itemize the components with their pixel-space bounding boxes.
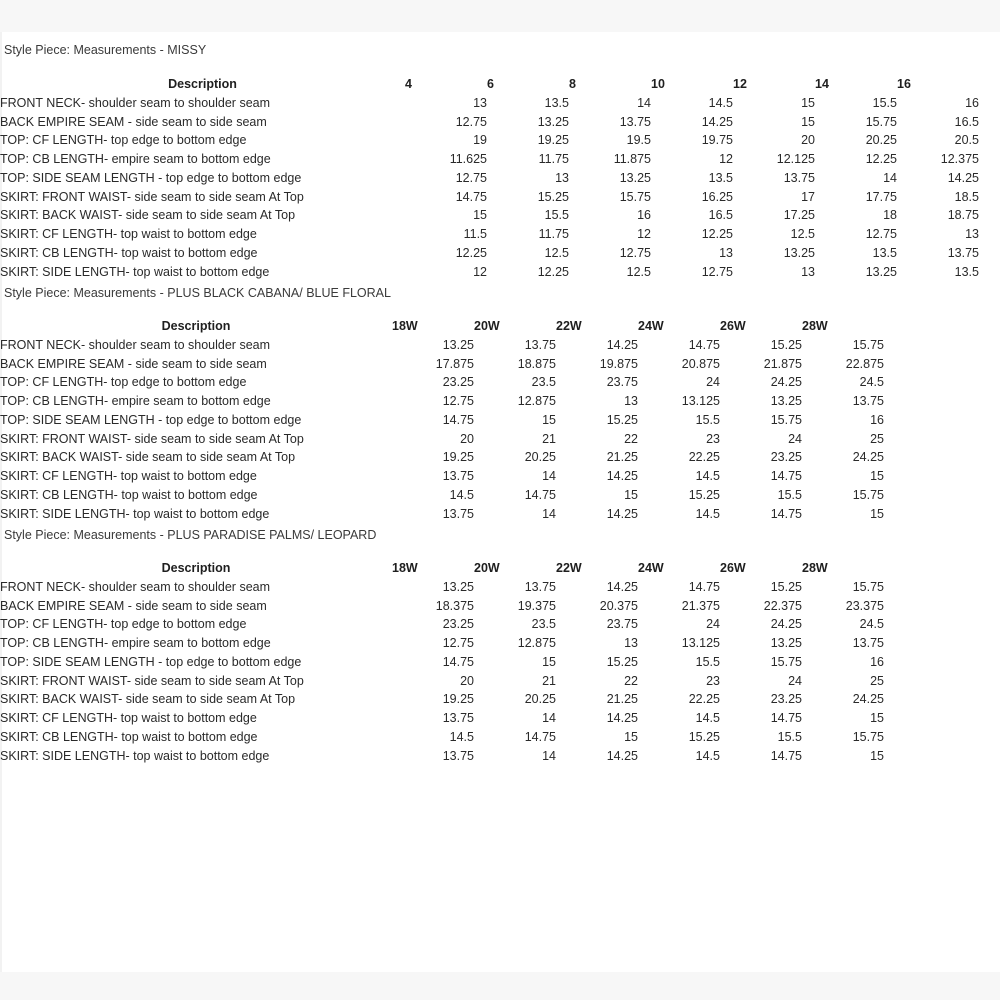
measurement-value: 14.5 [449, 729, 474, 744]
measurement-value: 23.25 [442, 617, 474, 632]
measurement-value: 14.5 [708, 95, 733, 110]
measurement-value: 13.75 [442, 711, 474, 725]
measurement-value: 14 [542, 506, 556, 521]
measurement-value: 18.5 [954, 189, 979, 204]
measurement-value: 13.75 [442, 469, 474, 483]
measurement-value: 15 [870, 748, 884, 763]
measurement-value: 23 [706, 673, 720, 688]
measurement-value: 18.75 [947, 208, 979, 223]
size-column-header: 16 [897, 77, 911, 91]
table-row [0, 653, 884, 672]
size-column-header: 20W [474, 319, 500, 333]
measurement-value: 12.75 [442, 394, 474, 408]
measurement-value: 19.25 [442, 450, 474, 465]
measurement-value: 13.75 [852, 636, 884, 650]
size-column-header: 24W [638, 319, 664, 333]
measurement-value: 21.25 [606, 692, 638, 707]
table-row [0, 373, 884, 392]
measurement-description: SKIRT: CF LENGTH- top waist to bottom edge [0, 227, 257, 241]
table-row [0, 672, 884, 691]
measurement-value: 16 [870, 654, 884, 669]
measurement-value: 12.875 [517, 636, 556, 650]
measurement-value: 23.25 [770, 692, 802, 707]
measurement-value: 16 [870, 412, 884, 427]
measurement-value: 12.75 [865, 227, 897, 241]
measurement-value: 22 [624, 431, 638, 446]
measurement-value: 19.375 [517, 598, 556, 613]
table-row [0, 747, 884, 766]
measurement-value: 21.25 [606, 450, 638, 465]
measurement-value: 13.75 [442, 506, 474, 521]
measurement-value: 15.5 [777, 729, 802, 744]
size-column-header: 12 [733, 77, 747, 91]
measurement-value: 13 [624, 636, 638, 650]
measurement-value: 12.5 [790, 227, 815, 241]
measurement-value: 24.25 [770, 617, 802, 632]
measurement-value: 23.75 [606, 375, 638, 390]
size-column-header: 22W [556, 561, 582, 575]
measurement-value: 20.25 [865, 133, 897, 148]
measurement-value: 24 [788, 673, 802, 688]
measurement-value: 12.25 [701, 227, 733, 241]
section-title: Style Piece: Measurements - MISSY [4, 43, 207, 57]
measurement-description: SKIRT: CB LENGTH- top waist to bottom edge [0, 729, 258, 744]
measurement-value: 12 [473, 264, 487, 279]
measurement-value: 20.25 [524, 450, 556, 465]
measurement-table [0, 75, 979, 281]
measurement-value: 12.5 [626, 264, 651, 279]
measurement-value: 14.75 [770, 506, 802, 521]
measurement-value: 15.75 [852, 729, 884, 744]
table-header-row [0, 559, 884, 578]
size-column-header: 6 [487, 77, 494, 91]
measurement-value: 13.25 [865, 264, 897, 279]
measurement-value: 15.75 [852, 337, 884, 352]
size-column-header: 22W [556, 319, 582, 333]
measurement-value: 22.25 [688, 450, 720, 465]
measurement-value: 11.5 [463, 227, 487, 241]
measurement-value: 11.625 [449, 152, 487, 166]
measurement-value: 13.25 [619, 170, 651, 185]
measurement-description: TOP: CF LENGTH- top edge to bottom edge [0, 617, 247, 632]
measurement-value: 11.875 [613, 152, 651, 166]
top-margin-band [0, 0, 1000, 32]
measurement-value: 20.25 [524, 692, 556, 707]
measurement-description: TOP: CB LENGTH- empire seam to bottom edge [0, 152, 271, 166]
measurement-value: 23.75 [606, 617, 638, 632]
measurement-value: 18.875 [517, 356, 556, 371]
table-row [0, 448, 884, 467]
measurement-value: 22.875 [845, 356, 884, 371]
table-header-row [0, 317, 884, 336]
measurement-value: 14.75 [688, 337, 720, 352]
measurement-value: 15 [870, 711, 884, 725]
measurement-value: 14.25 [701, 114, 733, 129]
measurement-value: 15.75 [770, 654, 802, 669]
measurement-value: 12.75 [455, 170, 487, 185]
measurement-value: 25 [870, 673, 884, 688]
measurement-value: 18.375 [435, 598, 474, 613]
measurement-value: 23.5 [531, 617, 556, 632]
table-header-row [0, 75, 979, 94]
measurement-value: 15 [624, 729, 638, 744]
measurement-value: 15 [801, 114, 815, 129]
size-column-header: 28W [802, 319, 828, 333]
measurement-table [0, 559, 884, 765]
measurement-value: 15 [624, 487, 638, 502]
table-row [0, 169, 979, 188]
measurement-value: 13.25 [783, 245, 815, 260]
measurement-value: 14.25 [606, 337, 638, 352]
measurement-value: 24.25 [852, 450, 884, 465]
measurement-value: 20 [801, 133, 815, 148]
table-row [0, 728, 884, 747]
measurement-value: 19.875 [599, 356, 638, 371]
measurement-description: SKIRT: FRONT WAIST- side seam to side seam At Top [0, 431, 304, 446]
measurement-value: 17.75 [865, 189, 897, 204]
table-row [0, 188, 979, 207]
measurement-value: 18 [883, 208, 897, 223]
table-row [0, 150, 979, 169]
description-column-header: Description [161, 561, 231, 575]
measurement-value: 14.75 [770, 711, 802, 725]
measurement-value: 15 [542, 412, 556, 427]
measurement-value: 14.75 [524, 729, 556, 744]
size-column-header: 18W [392, 319, 418, 333]
table-row [0, 336, 884, 355]
measurement-value: 15.25 [537, 189, 569, 204]
measurement-value: 22.25 [688, 692, 720, 707]
measurement-value: 12 [637, 227, 651, 241]
size-column-header: 18W [392, 561, 418, 575]
measurement-value: 14.25 [606, 711, 638, 725]
measurement-description: FRONT NECK- shoulder seam to shoulder seam [0, 579, 271, 594]
measurement-value: 21 [542, 431, 556, 446]
measurement-value: 13.25 [442, 579, 474, 594]
measurement-description: TOP: SIDE SEAM LENGTH - top edge to bottom edge [0, 170, 302, 185]
measurement-value: 21.375 [681, 598, 720, 613]
table-row [0, 244, 979, 263]
measurement-value: 13.5 [872, 245, 897, 260]
measurement-value: 16.25 [701, 189, 733, 204]
measurement-value: 14.25 [606, 748, 638, 763]
description-column-header: Description [161, 319, 231, 333]
measurement-value: 15 [801, 95, 815, 110]
measurement-value: 13.25 [537, 114, 569, 129]
measurement-value: 11.75 [538, 227, 569, 241]
measurement-description: SKIRT: FRONT WAIST- side seam to side seam At Top [0, 673, 304, 688]
size-column-header: 28W [802, 561, 828, 575]
measurement-value: 19.75 [701, 133, 733, 148]
measurement-value: 15.5 [695, 412, 720, 427]
measurement-value: 15.5 [872, 95, 897, 110]
measurement-value: 13.75 [619, 114, 651, 129]
measurement-value: 17 [801, 189, 815, 204]
section-title: Style Piece: Measurements - PLUS PARADISE PALMS/ LEOPARD [4, 528, 377, 542]
measurement-value: 13.75 [524, 579, 556, 594]
measurement-value: 14.5 [449, 487, 474, 502]
measurement-description: TOP: SIDE SEAM LENGTH - top edge to bottom edge [0, 412, 302, 427]
measurement-description: BACK EMPIRE SEAM - side seam to side seam [0, 356, 267, 371]
measurement-description: FRONT NECK- shoulder seam to shoulder seam [0, 95, 271, 110]
measurement-table [0, 317, 884, 523]
measurement-description: TOP: CB LENGTH- empire seam to bottom edge [0, 394, 271, 408]
measurement-value: 12.25 [865, 152, 897, 166]
measurement-value: 24 [706, 617, 720, 632]
measurement-value: 22 [624, 673, 638, 688]
table-row [0, 411, 884, 430]
measurement-value: 23.25 [442, 375, 474, 390]
measurement-value: 12.375 [940, 152, 979, 166]
table-row [0, 597, 884, 616]
measurement-value: 15.25 [770, 579, 802, 594]
measurement-value: 12.75 [442, 636, 474, 650]
measurement-value: 24.5 [859, 375, 884, 390]
measurement-value: 14.75 [442, 412, 474, 427]
measurement-value: 15.75 [770, 412, 802, 427]
measurement-value: 15.25 [606, 412, 638, 427]
measurement-description: SKIRT: BACK WAIST- side seam to side seam At Top [0, 692, 296, 707]
measurement-value: 19.25 [442, 692, 474, 707]
measurement-value: 16 [965, 95, 979, 110]
table-row [0, 263, 979, 282]
measurement-value: 14.75 [455, 189, 487, 204]
measurement-value: 16.5 [708, 208, 733, 223]
measurement-value: 12.875 [517, 394, 556, 408]
measurement-description: SKIRT: BACK WAIST- side seam to side seam At Top [0, 208, 296, 223]
measurement-description: TOP: CF LENGTH- top edge to bottom edge [0, 375, 247, 390]
measurement-description: BACK EMPIRE SEAM - side seam to side seam [0, 598, 267, 613]
table-row [0, 355, 884, 374]
measurement-value: 23.25 [770, 450, 802, 465]
measurement-value: 19 [473, 133, 487, 148]
measurement-value: 14.5 [695, 711, 720, 725]
table-row [0, 690, 884, 709]
section-title: Style Piece: Measurements - PLUS BLACK CABANA/ BLUE FLORAL [4, 286, 391, 300]
measurement-value: 13.25 [442, 337, 474, 352]
measurement-value: 15.25 [606, 654, 638, 669]
measurement-value: 14.25 [606, 506, 638, 521]
measurement-value: 14.75 [442, 654, 474, 669]
measurement-description: SKIRT: SIDE LENGTH- top waist to bottom edge [0, 748, 270, 763]
measurement-value: 12.25 [455, 245, 487, 260]
table-row [0, 578, 884, 597]
table-row [0, 206, 979, 225]
measurement-value: 19.25 [537, 133, 569, 148]
measurement-description: SKIRT: CF LENGTH- top waist to bottom edge [0, 469, 257, 483]
measurement-value: 15 [542, 654, 556, 669]
table-row [0, 505, 884, 524]
measurement-value: 14 [542, 711, 556, 725]
measurement-value: 14.75 [688, 579, 720, 594]
measurement-value: 13.75 [947, 245, 979, 260]
table-row [0, 467, 884, 486]
measurement-value: 15.5 [695, 654, 720, 669]
measurement-description: SKIRT: SIDE LENGTH- top waist to bottom edge [0, 264, 270, 279]
measurement-value: 15.75 [852, 579, 884, 594]
measurement-value: 12 [719, 152, 733, 166]
measurement-value: 15 [870, 469, 884, 483]
measurement-value: 15.75 [852, 487, 884, 502]
measurement-value: 13.25 [770, 636, 802, 650]
measurement-value: 21.875 [763, 356, 802, 371]
measurement-value: 15.75 [865, 114, 897, 129]
measurement-value: 20.875 [681, 356, 720, 371]
measurement-value: 13.5 [954, 264, 979, 279]
measurement-value: 13.5 [708, 170, 733, 185]
measurement-value: 17.25 [783, 208, 815, 223]
measurement-value: 16.5 [954, 114, 979, 129]
size-column-header: 4 [405, 77, 412, 91]
description-column-header: Description [168, 77, 237, 91]
measurement-value: 15.25 [688, 729, 720, 744]
table-row [0, 634, 884, 653]
measurement-value: 13.75 [442, 748, 474, 763]
measurement-value: 15.75 [619, 189, 651, 204]
measurement-description: TOP: CF LENGTH- top edge to bottom edge [0, 133, 247, 148]
measurement-value: 14.5 [695, 748, 720, 763]
measurement-value: 23.5 [531, 375, 556, 390]
measurement-value: 22.375 [763, 598, 802, 613]
measurement-value: 20.5 [954, 133, 979, 148]
measurement-value: 14.25 [947, 170, 979, 185]
measurement-value: 12.75 [701, 264, 733, 279]
measurement-description: SKIRT: BACK WAIST- side seam to side seam At Top [0, 450, 296, 465]
measurement-value: 14 [542, 469, 556, 483]
measurement-value: 14 [542, 748, 556, 763]
measurement-description: SKIRT: FRONT WAIST- side seam to side seam At Top [0, 189, 304, 204]
measurement-value: 13.75 [524, 337, 556, 352]
measurement-description: BACK EMPIRE SEAM - side seam to side seam [0, 114, 267, 129]
measurement-value: 13.75 [852, 394, 884, 408]
table-row [0, 113, 979, 132]
measurement-value: 14.75 [770, 469, 802, 483]
measurement-value: 13.125 [681, 394, 720, 408]
table-row [0, 615, 884, 634]
measurement-value: 13 [473, 95, 487, 110]
measurement-value: 24 [788, 431, 802, 446]
measurement-description: SKIRT: CB LENGTH- top waist to bottom edge [0, 245, 258, 260]
measurement-value: 12.5 [544, 245, 569, 260]
measurement-value: 15 [473, 208, 487, 223]
table-row [0, 94, 979, 113]
measurement-value: 14.25 [606, 579, 638, 594]
table-row [0, 709, 884, 728]
measurement-value: 13 [801, 264, 815, 279]
measurement-value: 15.5 [544, 208, 569, 223]
measurement-value: 24 [706, 375, 720, 390]
measurement-value: 24.25 [852, 692, 884, 707]
measurement-value: 15 [870, 506, 884, 521]
measurement-value: 15.25 [770, 337, 802, 352]
measurement-value: 14.25 [606, 469, 638, 483]
measurement-value: 23 [706, 431, 720, 446]
measurement-value: 24.5 [859, 617, 884, 632]
measurement-value: 12.75 [455, 114, 487, 129]
measurement-description: FRONT NECK- shoulder seam to shoulder seam [0, 337, 271, 352]
size-column-header: 8 [569, 77, 576, 91]
measurement-value: 25 [870, 431, 884, 446]
measurement-value: 12.25 [537, 264, 569, 279]
measurement-value: 13 [624, 394, 638, 408]
measurement-value: 13 [555, 170, 569, 185]
measurement-value: 14 [637, 95, 651, 110]
measurement-value: 11.75 [538, 152, 569, 166]
measurement-value: 13.25 [770, 394, 802, 408]
table-row [0, 486, 884, 505]
measurement-value: 13.5 [544, 95, 569, 110]
measurement-value: 19.5 [626, 133, 651, 148]
measurement-description: SKIRT: CB LENGTH- top waist to bottom edge [0, 487, 258, 502]
size-column-header: 10 [651, 77, 665, 91]
measurement-value: 13 [965, 227, 979, 241]
measurement-value: 12.125 [776, 152, 815, 166]
size-column-header: 20W [474, 561, 500, 575]
measurement-value: 20 [460, 431, 474, 446]
measurement-value: 15.5 [777, 487, 802, 502]
bottom-margin-band [0, 972, 1000, 1000]
table-row [0, 430, 884, 449]
measurement-value: 13 [719, 245, 733, 260]
table-row [0, 131, 979, 150]
measurement-value: 17.875 [435, 356, 474, 371]
measurement-description: TOP: CB LENGTH- empire seam to bottom edge [0, 636, 271, 650]
measurement-value: 13.75 [783, 170, 815, 185]
measurement-value: 24.25 [770, 375, 802, 390]
measurement-value: 16 [637, 208, 651, 223]
measurement-value: 20 [460, 673, 474, 688]
measurement-value: 15.25 [688, 487, 720, 502]
measurement-value: 13.125 [681, 636, 720, 650]
table-row [0, 225, 979, 244]
size-column-header: 26W [720, 319, 746, 333]
measurement-value: 23.375 [845, 598, 884, 613]
measurement-value: 14.75 [770, 748, 802, 763]
measurement-value: 14 [883, 170, 897, 185]
measurement-value: 14.5 [695, 506, 720, 521]
measurement-description: SKIRT: SIDE LENGTH- top waist to bottom edge [0, 506, 270, 521]
size-column-header: 26W [720, 561, 746, 575]
measurement-description: SKIRT: CF LENGTH- top waist to bottom edge [0, 711, 257, 725]
size-column-header: 14 [815, 77, 829, 91]
measurement-value: 14.5 [695, 469, 720, 483]
size-column-header: 24W [638, 561, 664, 575]
table-row [0, 392, 884, 411]
measurement-value: 21 [542, 673, 556, 688]
measurement-value: 12.75 [619, 245, 651, 260]
measurement-value: 20.375 [599, 598, 638, 613]
measurement-value: 14.75 [524, 487, 556, 502]
measurement-description: TOP: SIDE SEAM LENGTH - top edge to bottom edge [0, 654, 302, 669]
